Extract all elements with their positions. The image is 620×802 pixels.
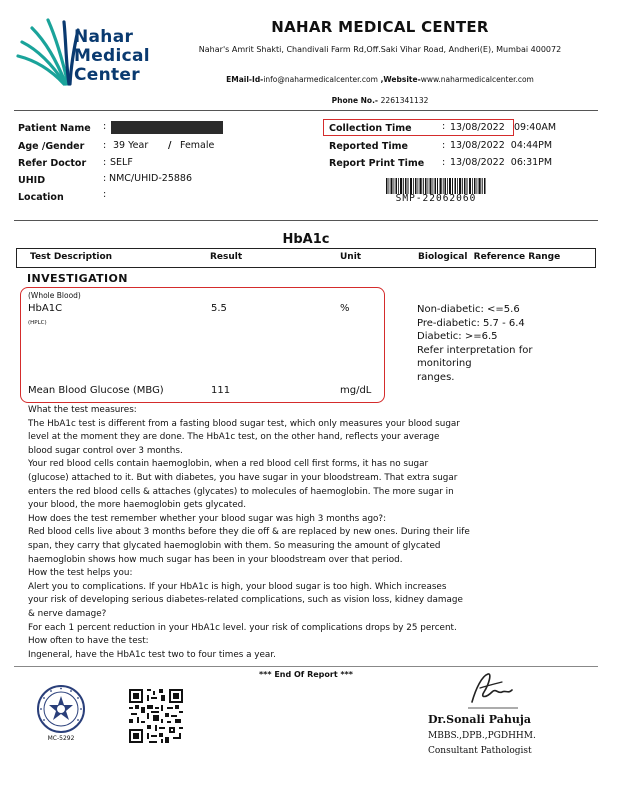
collection-time: 09:40AM <box>514 122 557 133</box>
accreditation-seal-icon <box>36 684 86 734</box>
uhid-label: UHID <box>18 175 46 186</box>
organization-address: Nahar's Amrit Shakti, Chandivali Farm Rd,Off.Saki Vihar Road, Andheri(E), Mumbai 400072 <box>198 45 562 54</box>
col-reference-range: Biological Reference Range <box>418 252 561 262</box>
colon: : <box>103 140 107 151</box>
location-label: Location <box>18 192 64 203</box>
col-test-description: Test Description <box>30 252 113 262</box>
colon: : <box>442 121 446 132</box>
website-link[interactable]: www.naharmedicalcenter.com <box>420 75 534 84</box>
doctor-title: Consultant Pathologist <box>428 746 532 756</box>
hba1c-unit: % <box>340 303 350 314</box>
patient-gender: Female <box>180 140 215 151</box>
patient-divider <box>14 220 598 221</box>
doctor-name: Dr.Sonali Pahuja <box>428 713 531 726</box>
reported-time: 13/08/2022 04:44PM <box>450 140 553 151</box>
mbg-result: 111 <box>211 385 231 396</box>
reported-time-label: Reported Time <box>329 141 408 152</box>
footer-divider <box>14 666 598 667</box>
colon: : <box>103 189 107 200</box>
refer-doctor-label: Refer Doctor <box>18 158 87 169</box>
reference-range: Non-diabetic: <=5.6 Pre-diabetic: 5.7 - 6.4 Diabetic: >=6.5 Refer interpretation for monitoring ranges. <box>417 304 533 383</box>
test-title: HbA1c <box>282 232 330 247</box>
colon: : <box>442 140 446 151</box>
colon: : <box>103 121 107 132</box>
qr-code-icon[interactable] <box>129 689 183 743</box>
hba1c-method: (HPLC) <box>28 320 47 326</box>
organization-phone: Phone No.- 2261341132 <box>331 96 429 105</box>
specimen-type: (Whole Blood) <box>28 291 81 300</box>
patient-name-label: Patient Name <box>18 123 91 134</box>
collection-date: 13/08/2022 <box>450 122 505 133</box>
section-investigation: INVESTIGATION <box>27 272 128 285</box>
seal-code: MC-5292 <box>47 735 75 742</box>
redacted-patient-name <box>111 121 223 134</box>
interpretation-text: What the test measures: The HbA1c test is different from a fasting blood sugar test, which only measures your blood sugar level at the moment they are done. The HbA1c test, on the other hand, reflects your average blood sugar control over 3 months. Your red blood cells contain haemoglobin, when a red blood cell first forms, it has no sugar (glucose) attached to it. But with diabetes, you have sugar in your bloodstream. That extra sugar enters the red blood cells & attaches (glycates) to molecules of haemoglobin. The more sugar in your blood, the more haemoglobin gets glycated. How does the test remember whether your blood sugar was high 3 months ago?: Red blood cells live about 3 months before they die off & are replaced by new ones. During their life span, they carry that glycated haemoglobin with them. So measuring the amount of glycated haemoglobin shows how much sugar has been in your bloodstream over that period. How the test helps you: Alert you to complications. If your HbA1c is high, your blood sugar is too high. Which increases your risk of developing serious diabetes-related complications, such as vision loss, kidney damage & nerve damage? For each 1 percent reduction in your HbA1c level. your risk of complications drops by 25 percent. How often to have the test: Ingeneral, have the HbA1c test two to four times a year. <box>28 405 470 660</box>
barcode-icon <box>386 178 486 194</box>
mbg-unit: mg/dL <box>340 385 372 396</box>
age-gender-label: Age /Gender <box>18 141 85 152</box>
print-time-label: Report Print Time <box>329 158 425 169</box>
colon: : <box>103 157 107 168</box>
barcode-text: SMP-22062060 <box>395 193 477 204</box>
colon: : <box>442 157 446 168</box>
signature-icon <box>462 668 522 712</box>
email-link[interactable]: info@naharmedicalcenter.com <box>263 75 378 84</box>
col-unit: Unit <box>340 252 362 262</box>
hba1c-result: 5.5 <box>211 303 227 314</box>
collection-time-label: Collection Time <box>329 123 412 134</box>
colon: : <box>103 173 107 184</box>
mbg-test-name: Mean Blood Glucose (MBG) <box>28 385 164 396</box>
refer-doctor-value: SELF <box>110 157 133 168</box>
logo-wordmark: Nahar Medical Center <box>74 27 150 85</box>
uhid-value: NMC/UHID-25886 <box>109 173 192 184</box>
col-result: Result <box>210 252 243 262</box>
print-time: 13/08/2022 06:31PM <box>450 157 553 168</box>
end-of-report: *** End Of Report *** <box>259 670 353 679</box>
doctor-degrees: MBBS.,DPB.,PGDHHM. <box>428 731 536 741</box>
header-divider <box>14 110 598 111</box>
hba1c-test-name: HbA1C <box>28 303 63 314</box>
patient-age: 39 Year <box>113 140 149 151</box>
organization-name: NAHAR MEDICAL CENTER <box>271 18 489 36</box>
slash: / <box>168 140 172 151</box>
organization-contact: EMail-Id-info@naharmedicalcenter.com ,Website-www.naharmedicalcenter.com <box>226 75 534 84</box>
